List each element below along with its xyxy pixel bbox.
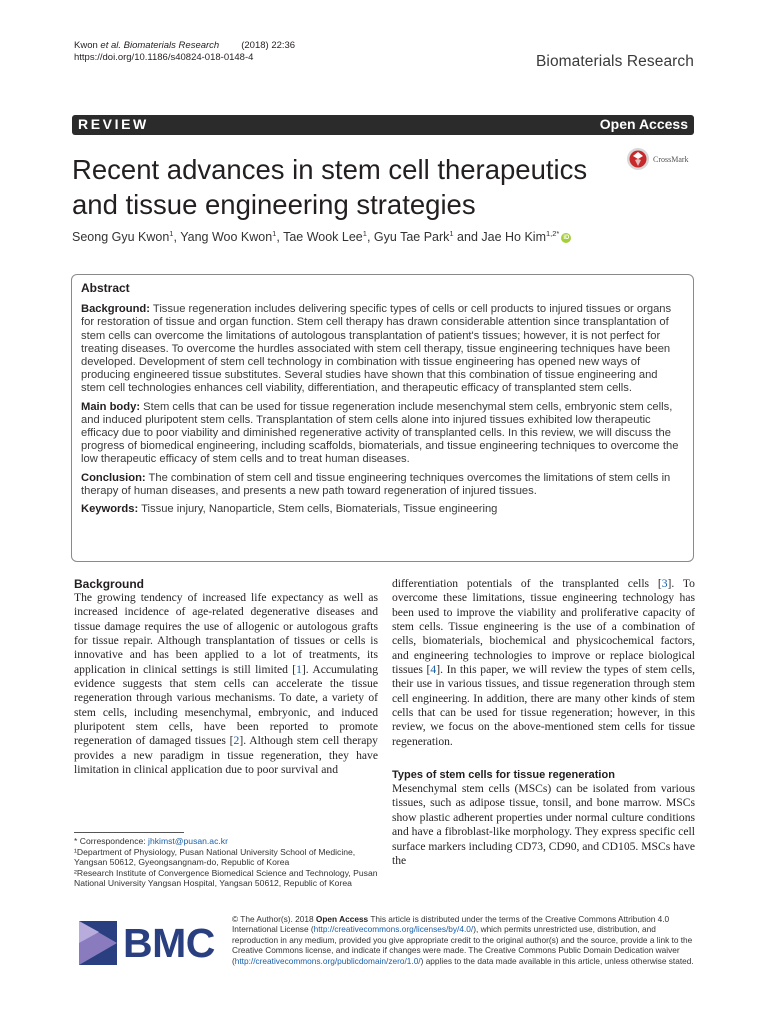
correspondence: * Correspondence: jhkimst@pusan.ac.kr — [74, 836, 228, 846]
body-left-column — [74, 577, 378, 777]
orcid-icon[interactable]: iD — [563, 234, 570, 241]
crossmark-icon — [626, 147, 650, 171]
author[interactable]: Tae Wook Lee$^1$ — [283, 228, 367, 244]
affiliation-1: ¹Department of Physiology, Pusan National University School of Medicine, Yangsan 50612, Gyeongsangnam-do, Republic of Korea — [74, 846, 356, 868]
publisher-logo[interactable] — [77, 912, 217, 974]
header-year-volume: (2018) 22:36 — [241, 40, 296, 51]
open-access-label: Open Access — [599, 116, 688, 132]
abstract-conclusion: Conclusion: The combination of stem cell and tissue engineering techniques overcomes the limitations of stem cells in therapy of human diseases, and presents a new path toward regeneration of injured tissues. — [81, 471, 671, 497]
citation-link[interactable]: 2 — [233, 734, 240, 748]
affiliation-2: ²Research Institute of Convergence Biomedical Science and Technology, Pusan National University Yangsan Hospital, Yangsan 50612, Republic of Korea — [74, 867, 378, 889]
abstract-heading: Abstract — [81, 281, 130, 295]
citation-link[interactable]: 3 — [661, 577, 668, 590]
article-type-bar — [72, 115, 694, 135]
abstract-background: Background: Tissue regeneration includes delivering specific types of cells or cell products to injured tissues or organs for restoration of tissue and organ function. Stem cell therapy has drawn considerable attention since transplantation of stem cells can overcome the limitations of autologous transplantation of patient's tissues; however, it is not perfect for treating diseases. To overcome the hurdles associated with stem cell therapy, tissue engineering techniques have been developed. Development of stem cell technology in combination with tissue engineering has opened new ways of producing engineered tissue substitutes. Several studies have shown that this combination of tissue engineering and stem cell technologies enhances cell viability, differentiation, and therapeutic efficacy of transplanted stem cells. — [81, 303, 672, 395]
license-statement: © The Author(s). 2018 Open Access This article is distributed under the terms of the Creative Commons Attribution 4.0 International License (http://creativecommons.org/licenses/by/4.0/), which permits unrestricted use, distribution, and reproduction in any medium, provided you give appropriate credit to the original author(s) and the source, provide a link to the Creative Commons license, and indicate if changes were made. The Creative Commons Public Domain Dedication waiver (http://creativecommons.org/publicdomain/zero/1.0/) applies to the data made available in this article, unless otherwise stated. — [232, 914, 694, 966]
author[interactable]: Gyu Tae Park$^1$ — [373, 228, 454, 244]
section-heading-types: Types of stem cells for tissue regeneration — [392, 769, 615, 782]
abstract-box — [71, 274, 694, 562]
crossmark-button[interactable] — [626, 146, 696, 172]
footnotes — [74, 832, 378, 889]
body-right-column — [392, 577, 695, 868]
crossmark-label: CrossMark — [653, 154, 689, 164]
citation-link[interactable]: 1 — [296, 662, 302, 676]
body-paragraph: The growing tendency of increased life expectancy as well as increased incidence of age-related degenerative diseases and tissue damage requires the use of allogenic or autologous grafts for tissue repair. Although transplantation of tissues or cells is innovative and has been applied to a lot of treatments, its application in clinical settings is still limited [1]. Accumulating evidence suggests that stem cells can accelerate the tissue regeneration through various mechanisms. To date, a variety of stem cells, including mesenchymal, embryonic, and induced pluripotent stem cells, have been reported to promote regeneration of damaged tissues [2]. Although stem cell therapy provides a new paradigm in tissue regeneration, they have limitation in clinical application due to poor survival and — [74, 591, 378, 777]
license-link[interactable]: http://creativecommons.org/licenses/by/4.0/ — [313, 924, 474, 935]
header-citation: Kwon et al. Biomaterials Research — [74, 40, 220, 51]
author[interactable]: Yang Woo Kwon$^1$ — [180, 228, 277, 244]
article-type-label: REVIEW — [78, 116, 149, 132]
public-domain-link[interactable]: http://creativecommons.org/publicdomain/zero/1.0/ — [234, 955, 421, 966]
article-title: Recent advances in stem cell therapeutics and tissue engineering strategies — [72, 154, 588, 220]
author-list: Seong Gyu Kwon$^1$, Yang Woo Kwon$^1$, Tae Wook Lee$^1$, Gyu Tae Park$^1$ and Jae Ho Kim$^{1,2*}$ iD — [72, 228, 570, 244]
abstract-keywords: Keywords: Tissue injury, Nanoparticle, Stem cells, Biomaterials, Tissue engineering — [81, 503, 498, 516]
running-header — [74, 40, 295, 64]
journal-name: Biomaterials Research — [535, 53, 694, 70]
footnote-divider — [74, 832, 184, 833]
author[interactable]: Jae Ho Kim$^{1,2*}$ — [481, 228, 560, 244]
body-paragraph: Mesenchymal stem cells (MSCs) can be isolated from various tissues, such as adipose tissue, tonsil, and bone marrow. MSCs show plastic adherent properties under normal culture conditions and have a fibroblast-like morphology. They express specific cell surface markers including CD73, CD90, and CD105. MSCs have the — [392, 782, 696, 867]
body-paragraph: differentiation potentials of the transplanted cells [3]. To overcome these limitations, tissue engineering technology has been used to improve the viability and proliferative capacity of stem cells. Tissue engineering is the use of a combination of cells, biomaterials, biochemical and physicochemical factors, and engineering technologies to improve or replace biological tissues [4]. In this paper, we will review the types of stem cells, their use in various tissues, and tissue regeneration through stem cell engineering. In addition, there are many other kinds of stem cells that can be used for tissue regeneration; however, in this review, we focus on the above-mentioned stem cells for tissue regeneration. — [392, 577, 695, 748]
bmc-logo-icon — [77, 919, 119, 967]
author[interactable]: Seong Gyu Kwon$^1$ — [72, 228, 174, 244]
header-doi[interactable]: https://doi.org/10.1186/s40824-018-0148-4 — [74, 52, 254, 63]
abstract-main-body: Main body: Stem cells that can be used for tissue regeneration include mesenchymal stem cells, embryonic stem cells, and induced pluripotent stem cells. Transplantation of stem cells alone into injured tissues exhibited low therapeutic efficacy due to poor viability and diminished regenerative activity of transplanted cells. In this review, we will discuss the progress of biomedical engineering, including scaffolds, biomaterials, and tissue engineering techniques to overcome the low therapeutic efficacy of stem cells and to treat human diseases. — [81, 400, 679, 466]
section-heading-background: Background — [74, 577, 145, 591]
publisher-logo-text: BMC — [123, 919, 215, 966]
correspondence-email-link[interactable]: jhkimst@pusan.ac.kr — [148, 836, 228, 846]
citation-link[interactable]: 4 — [430, 663, 437, 677]
